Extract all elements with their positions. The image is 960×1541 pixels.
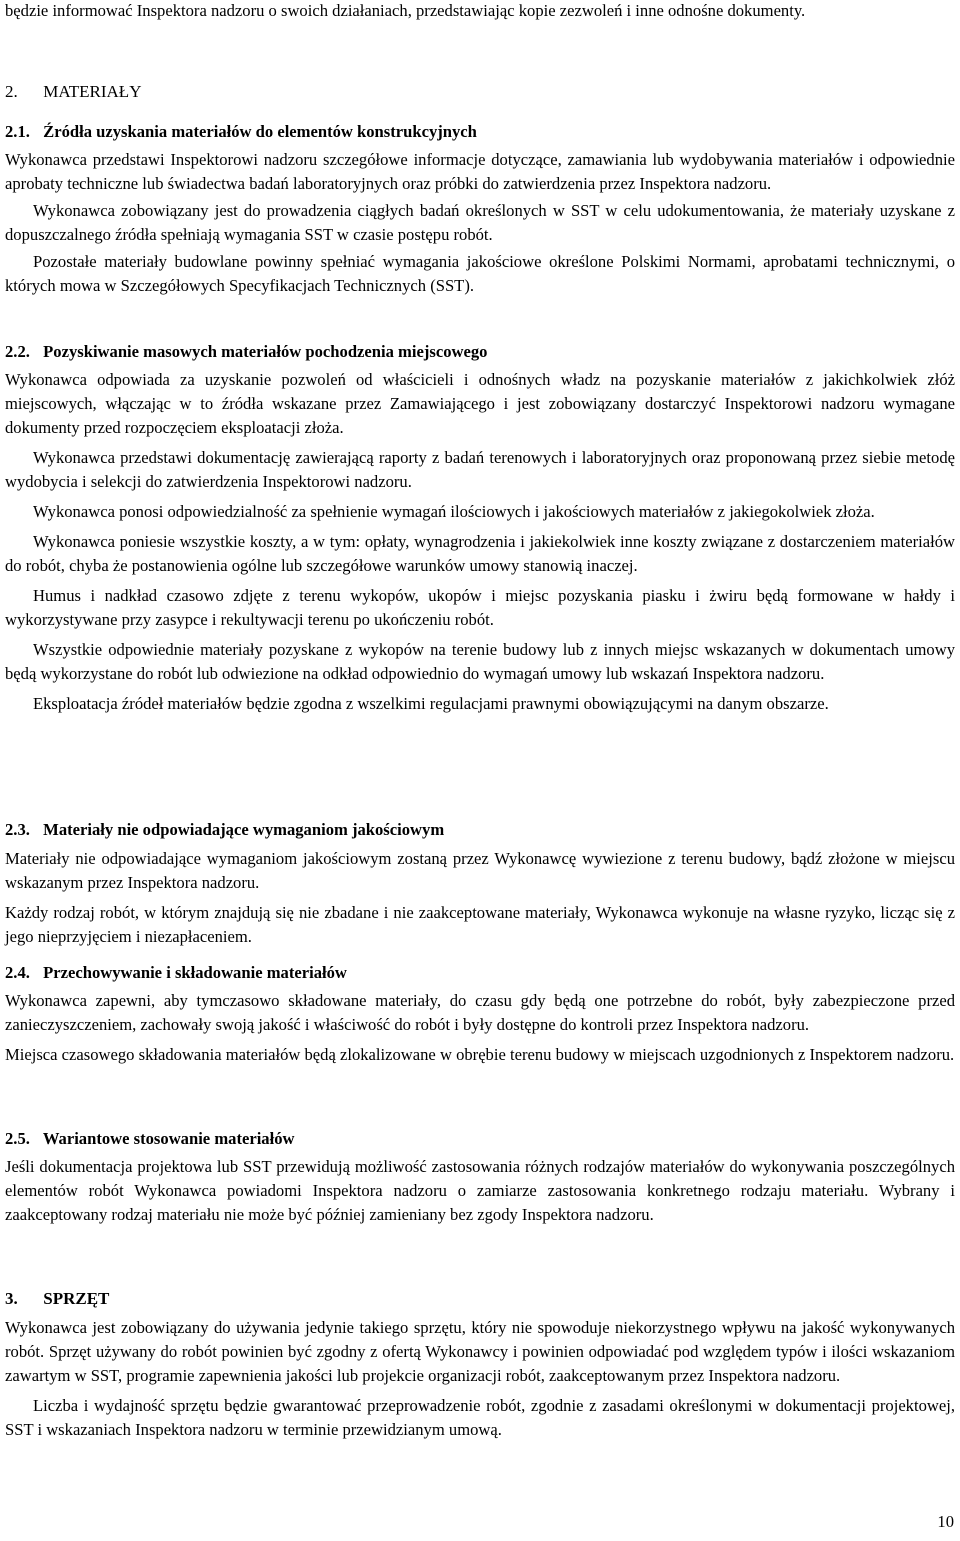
section-2-2-number: 2.2. <box>5 342 30 361</box>
section-2-5-heading <box>5 1127 295 1151</box>
section-2-2-title: Pozyskiwanie masowych materiałów pochodzenia miejscowego <box>43 342 488 361</box>
page-number: 10 <box>937 1512 954 1531</box>
section-2-4-heading <box>5 961 347 985</box>
section-2-1-title: Źródła uzyskania materiałów do elementów konstrukcyjnych <box>43 122 477 141</box>
section-3-title: SPRZĘT <box>43 1289 110 1308</box>
section-2-3-paragraph-2: Każdy rodzaj robót, w którym znajdują się nie zbadane i nie zaakceptowane materiały, Wykonawca wykonuje na własne ryzyko, licząc się z jego nieprzyjęciem i niezapłaceniem. <box>5 903 955 946</box>
section-2-3-number: 2.3. <box>5 820 30 839</box>
section-2-4-paragraph-1: Wykonawca zapewni, aby tymczasowo składowane materiały, do czasu gdy będą one potrzebne do robót, były zabezpieczone przed zanieczyszczeniem, zachowały swoją jakość i właściwość do robót i były dostępne do kontroli przez Inspektora nadzoru. <box>5 991 955 1034</box>
section-2-1-body <box>5 148 955 298</box>
section-2-1-paragraph-1: Wykonawca przedstawi Inspektorowi nadzoru szczegółowe informacje dotyczące, zamawiania lub wydobywania materiałów i odpowiednie aprobaty techniczne lub świadectwa badań laboratoryjnych oraz próbki do zatwierdzenia przez Inspektora nadzoru. <box>5 150 955 193</box>
section-2-5-paragraph-1: Jeśli dokumentacja projektowa lub SST przewidują możliwość zastosowania różnych rodzajów materiałów do wykonywania poszczególnych elementów robót Wykonawca powiadomi Inspektora nadzoru o zamiarze zastosowania konkretnego rodzaju materiału. Wybrany i zaakceptowany rodzaj materiału nie może być później zamieniany bez zgody Inspektora nadzoru. <box>5 1157 955 1224</box>
section-2-2-paragraph-2: Wykonawca przedstawi dokumentację zawierającą raporty z badań terenowych i laboratoryjnych oraz proponowaną przez siebie metodę wydobycia i selekcji do zatwierdzenia Inspektorowi nadzoru. <box>5 448 955 491</box>
section-2-5-body <box>5 1155 955 1227</box>
section-2-3-heading <box>5 818 444 842</box>
section-2-2-heading <box>5 340 487 364</box>
section-2-1-number: 2.1. <box>5 122 30 141</box>
section-2-5-title: Wariantowe stosowanie materiałów <box>42 1129 295 1148</box>
section-3-number: 3. <box>5 1289 18 1308</box>
section-2-4-title: Przechowywanie i składowanie materiałów <box>43 963 347 982</box>
section-2-number: 2. <box>5 82 18 101</box>
section-3-body <box>5 1316 955 1442</box>
section-2-2-paragraph-4: Wykonawca poniesie wszystkie koszty, a w tym: opłaty, wynagrodzenia i jakiekolwiek inne koszty związane z dostarczeniem materiałów do robót, chyba że postanowienia ogólne lub szczegółowe warunków umowy stanowią inaczej. <box>5 532 955 575</box>
section-2-5-number: 2.5. <box>5 1129 30 1148</box>
section-2-1-paragraph-2: Wykonawca zobowiązany jest do prowadzenia ciągłych badań określonych w SST w celu udokumentowania, że materiały uzyskane z dopuszczalnego źródła spełniają wymagania SST w czasie postępu robót. <box>5 201 955 244</box>
section-2-2-paragraph-7: Eksploatacja źródeł materiałów będzie zgodna z wszelkimi regulacjami prawnymi obowiązującymi na danym obszarze. <box>33 694 829 713</box>
section-2-3-paragraph-1: Materiały nie odpowiadające wymaganiom jakościowym zostaną przez Wykonawcę wywiezione z terenu budowy, bądź złożone w miejscu wskazanym przez Inspektora nadzoru. <box>5 849 955 892</box>
section-2-4-body <box>5 989 955 1067</box>
section-2-3-title: Materiały nie odpowiadające wymaganiom jakościowym <box>43 820 445 839</box>
section-2-2-body <box>5 368 955 716</box>
section-2-heading <box>5 80 141 104</box>
section-2-4-number: 2.4. <box>5 963 30 982</box>
section-2-2-paragraph-5: Humus i nadkład czasowo zdjęte z terenu wykopów, ukopów i miejsc pozyskania piasku i żwiru będą formowane w hałdy i wykorzystywane przy zasypce i rekultywacji terenu po ukończeniu robót. <box>5 586 955 629</box>
section-2-1-heading <box>5 120 477 144</box>
section-2-3-body <box>5 847 955 949</box>
section-3-heading <box>5 1287 109 1311</box>
section-2-2-paragraph-3: Wykonawca ponosi odpowiedzialność za spełnienie wymagań ilościowych i jakościowych materiałów z jakiegokolwiek złoża. <box>33 502 875 521</box>
section-2-title: MATERIAŁY <box>43 82 142 101</box>
section-2-1-paragraph-3: Pozostałe materiały budowlane powinny spełniać wymagania jakościowe określone Polskimi Normami, aprobatami technicznymi, o których mowa w Szczegółowych Specyfikacjach Technicznych (SST). <box>5 252 955 295</box>
section-3-paragraph-1: Wykonawca jest zobowiązany do używania jedynie takiego sprzętu, który nie spowoduje niekorzystnego wpływu na jakość wykonywanych robót. Sprzęt używany do robót powinien być zgodny z ofertą Wykonawcy i powinien odpowiadać pod względem typów i ilości wskazaniom zawartym w SST, programie zapewnienia jakości lub projekcie organizacji robót, zaakceptowanym przez Inspektora nadzoru. <box>5 1318 955 1385</box>
section-2-2-paragraph-1: Wykonawca odpowiada za uzyskanie pozwoleń od właścicieli i odnośnych władz na pozyskanie materiałów z jakichkolwiek złóż miejscowych, włączając w to źródła wskazane przez Zamawiającego i jest zobowiązany dostarczyć Inspektorowi nadzoru wymagane dokumenty przed rozpoczęciem eksploatacji złoża. <box>5 370 955 437</box>
continuation-paragraph: będzie informować Inspektora nadzoru o swoich działaniach, przedstawiając kopie zezwoleń i inne odnośne dokumenty. <box>5 1 806 20</box>
section-2-4-paragraph-2: Miejsca czasowego składowania materiałów będą zlokalizowane w obrębie terenu budowy w miejscach uzgodnionych z Inspektorem nadzoru. <box>5 1045 955 1064</box>
section-2-2-paragraph-6: Wszystkie odpowiednie materiały pozyskane z wykopów na terenie budowy lub z innych miejsc wskazanych w dokumentach umowy będą wykorzystane do robót lub odwiezione na odkład odpowiednio do wymagań umowy lub wskazań Inspektora nadzoru. <box>5 640 955 683</box>
section-3-paragraph-2: Liczba i wydajność sprzętu będzie gwarantować przeprowadzenie robót, zgodnie z zasadami określonymi w dokumentacji projektowej, SST i wskazaniach Inspektora nadzoru w terminie przewidzianym umową. <box>5 1396 955 1439</box>
